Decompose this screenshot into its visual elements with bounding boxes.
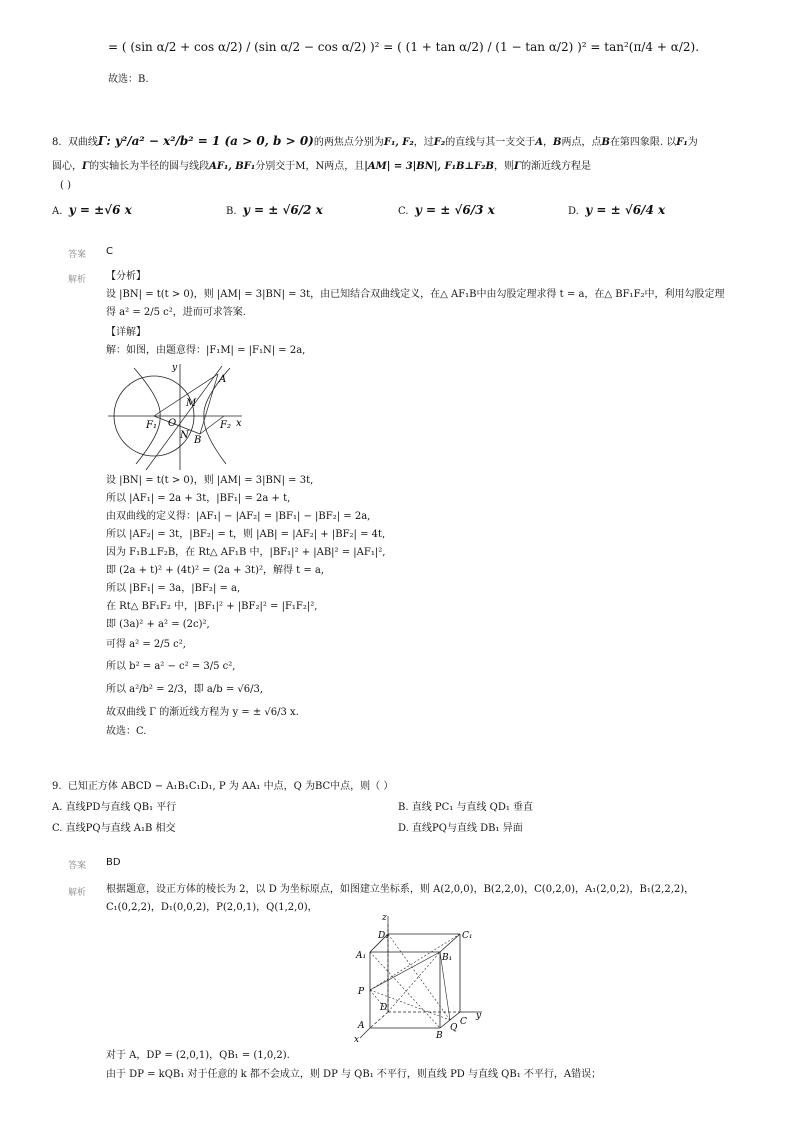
q8-step: 所以 b² = a² − c² = 3/5 c², (106, 661, 236, 672)
label-y: y (476, 1011, 482, 1021)
q8-step: 故选：C. (106, 726, 147, 737)
hyperbola-figure (106, 360, 246, 472)
q8-xiangjie-line0: 解：如图，由题意得：|F₁M| = |F₁N| = 2a, (106, 345, 306, 356)
label-f1: F₁ (146, 420, 157, 431)
q9-answer: BD (106, 857, 121, 868)
q9-stem: 9. 已知正方体 ABCD − A₁B₁C₁D₁, P 为 AA₁ 中点，Q 为BC中点，则（ ） (52, 781, 394, 792)
q8-step: 即 (3a)² + a² = (2c)², (106, 619, 210, 630)
label-y: y (172, 363, 178, 373)
label-c: C (460, 1017, 467, 1027)
q8-xiangjie: 【详解】 (106, 327, 146, 338)
q8-answer: C (106, 246, 113, 257)
q8-option-b: B. y = ± √6/2 x (226, 203, 323, 217)
q8-paren: ( ) (60, 180, 71, 191)
q8-step: 所以 |AF₂| = 3t，|BF₂| = t，则 |AB| = |AF₂| + |BF₂| = 4t, (106, 529, 386, 540)
label-b1: B₁ (442, 953, 453, 963)
label-m: M (186, 398, 197, 409)
q8-step: 所以 a²/b² = 2/3，即 a/b = √6/3, (106, 684, 264, 695)
label-z: z (382, 913, 387, 923)
q8-answer-label: 答案 (68, 250, 87, 260)
line-a1b (370, 952, 440, 1028)
line-ab (200, 374, 218, 434)
q9-option-d: D. 直线PQ与直线 DB₁ 异面 (398, 823, 523, 834)
q9-solution-line1: 根据题意，设正方体的棱长为 2，以 D 为坐标原点，如图建立坐标系，则 A(2,0,0)，B(2,2,0)，C(0,2,0)，A₁(2,0,2)，B₁(2,2,2)， (106, 884, 695, 895)
label-a: A (358, 1021, 365, 1031)
label-a: A (219, 374, 227, 385)
label-o: O (168, 418, 177, 429)
q8-step: 设 |BN| = t(t > 0)，则 |AM| = 3|BN| = 3t, (106, 475, 314, 486)
q9-option-c: C. 直线PQ与直线 A₁B 相交 (52, 823, 176, 834)
label-a1: A₁ (356, 951, 367, 961)
top-formula: = ( (sin α/2 + cos α/2) / (sin α/2 − cos α/2) )² = ( (1 + tan α/2) / (1 − tan α/2) )² = tan²(π/4 + α/2). (108, 40, 700, 54)
q8-step: 所以 |AF₁| = 2a + 3t，|BF₁| = 2a + t, (106, 493, 291, 504)
asymptote-1 (146, 366, 222, 470)
q9-analysis-label: 解析 (68, 888, 87, 898)
label-x: x (236, 418, 242, 429)
label-f2: F₂ (220, 420, 231, 431)
q8-step: 即 (2a + t)² + (4t)² = (2a + 3t)²，解得 t = a, (106, 565, 325, 576)
q9-last-line: 由于 DP = kQB₁ 对于任意的 k 都不会成立，则 DP 与 QB₁ 不平行，则直线 PD 与直线 QB₁ 不平行，A错误； (106, 1069, 602, 1080)
q8-step: 由双曲线的定义得：|AF₁| − |AF₂| = |BF₁| − |BF₂| = 2a, (106, 511, 371, 522)
label-d: D (380, 1003, 388, 1013)
q9-for-a: 对于 A，DP = (2,0,1)，QB₁ = (1,0,2). (106, 1050, 290, 1061)
line-db1 (388, 952, 440, 1012)
q9-option-b: B. 直线 PC₁ 与直线 QD₁ 垂直 (398, 802, 534, 813)
label-d1: D₁ (378, 931, 389, 941)
label-c1: C₁ (462, 931, 473, 941)
top-choose: 故选：B. (108, 74, 149, 85)
q8-step: 可得 a² = 2/5 c², (106, 639, 186, 650)
q8-option-d: D. y = ± √6/4 x (568, 203, 666, 217)
line-qd1 (388, 934, 453, 1020)
cube-figure (342, 912, 492, 1044)
q8-stem-line2: 圆心，Γ的实轴长为半径的圆与线段AF₁, BF₁分别交于M，N两点，且|AM| = 3|BN|, F₁B⊥F₂B，则Γ的渐近线方程是 (52, 161, 592, 172)
q8-option-a: A. y = ±√6 x (52, 203, 132, 217)
q8-step: 所以 |BF₁| = 3a，|BF₂| = a, (106, 583, 241, 594)
q8-fenxi-line2: 得 a² = 2/5 c²，进而可求答案. (106, 307, 246, 318)
edge-da (370, 1012, 388, 1028)
label-x: x (354, 1035, 360, 1044)
q8-stem-line1: 8. 双曲线Γ: y²/a² − x²/b² = 1 (a > 0, b > 0)的两焦点分别为F₁, F₂，过F₂的直线与其一支交于A，B两点，点B在第四象限. 以F₁为 (52, 134, 698, 148)
q9-solution-line2: C₁(0,2,2)，D₁(0,0,2)，P(2,0,1)，Q(1,2,0)， (106, 902, 318, 913)
q8-option-c: C. y = ± √6/3 x (398, 203, 495, 217)
label-q: Q (450, 1023, 458, 1033)
edge-b1c1 (440, 934, 460, 952)
label-p: P (358, 987, 365, 997)
label-n: N (180, 430, 189, 441)
q9-option-a: A. 直线PD与直线 QB₁ 平行 (52, 802, 177, 813)
line-af1 (154, 374, 218, 416)
q8-step: 故双曲线 Γ 的渐近线方程为 y = ± √6/3 x. (106, 707, 299, 718)
q8-analysis-label: 解析 (68, 275, 87, 285)
label-b: B (436, 1031, 443, 1041)
q8-fenxi-line1: 设 |BN| = t(t > 0)，则 |AM| = 3|BN| = 3t，由已知结合双曲线定义，在△ AF₁B中由勾股定理求得 t = a，在△ BF₁F₂中，利用勾股定理 (106, 289, 725, 300)
label-b: B (194, 435, 202, 446)
q8-step: 因为 F₁B⊥F₂B，在 Rt△ AF₁B 中，|BF₁|² + |AB|² = |AF₁|², (106, 547, 386, 558)
q8-fenxi: 【分析】 (106, 271, 146, 282)
q8-step: 在 Rt△ BF₁F₂ 中，|BF₁|² + |BF₂|² = |F₁F₂|², (106, 601, 318, 612)
q9-answer-label: 答案 (68, 861, 87, 871)
